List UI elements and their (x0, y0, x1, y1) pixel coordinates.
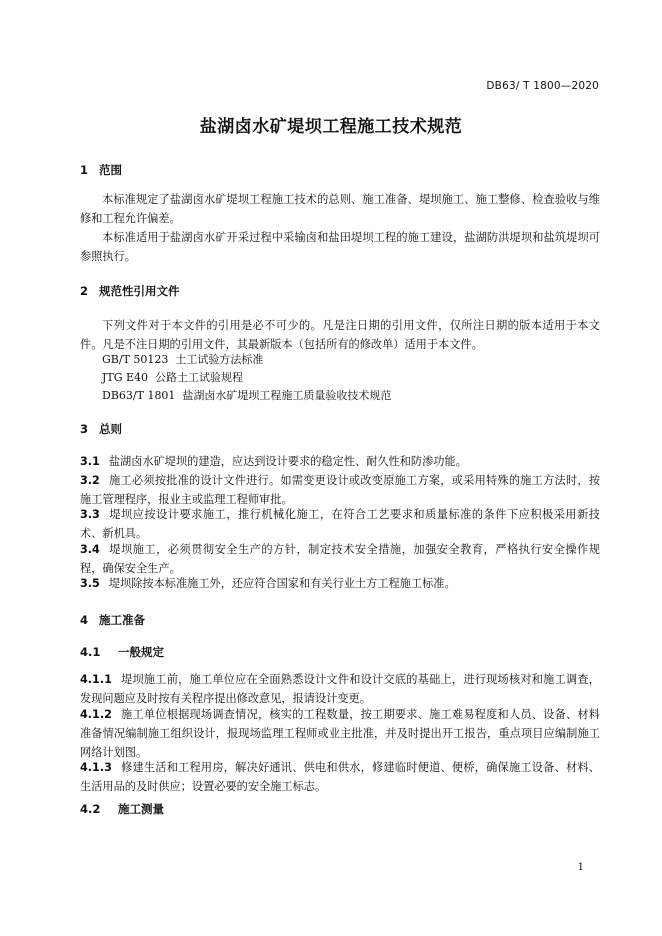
clause-text: 堤坝施工，必须贯彻安全生产的方针，制定技术安全措施，加强安全教育，严格执行安全操作规程，确保安全生产。 (80, 543, 600, 575)
clause-number: 3.3 (80, 508, 100, 521)
section-number: 3 (80, 422, 89, 436)
subsection-title: 施工测量 (118, 802, 164, 816)
section-title: 总则 (99, 422, 122, 436)
section-number: 4 (80, 613, 89, 627)
subsection-number: 4.1 (80, 645, 101, 659)
clause-3-2 (80, 471, 600, 509)
scope-paragraph-2: 本标准适用于盐湖卤水矿开采过程中采输卤和盐田堤坝工程的施工建设，盐湖防洪堤坝和盐筑堤坝可参照执行。 (80, 231, 600, 263)
references-paragraph: 下列文件对于本文件的引用是必不可少的。凡是注日期的引用文件，仅所注日期的版本适用于本文件。凡是不注日期的引用文件，其最新版本（包括所有的修改单）适用于本文件。 (80, 319, 600, 351)
clause-text: 堤坝除按本标准施工外，还应符合国家和有关行业土方工程施工标准。 (108, 577, 456, 590)
clause-3-5 (80, 574, 600, 593)
clause-3-4 (80, 540, 600, 578)
section-title: 规范性引用文件 (99, 284, 180, 298)
clause-text: 堤坝应按设计要求施工，推行机械化施工，在符合工艺要求和质量标准的条件下应积极采用新技术、新机具。 (80, 508, 600, 540)
clause-text: 施工必须按批准的设计文件进行。如需变更设计或改变原施工方案，或采用特殊的施工方法时，按施工管理程序，报业主或监理工程师审批。 (80, 474, 600, 506)
section-title: 施工准备 (99, 613, 145, 627)
subsection-number: 4.2 (80, 802, 101, 816)
clause-number: 4.1.2 (80, 708, 112, 721)
clause-text: 盐湖卤水矿堤坝的建造，应达到设计要求的稳定性、耐久性和防渗功能。 (108, 455, 467, 468)
subsection-4-2-heading (80, 801, 164, 817)
document-code: DB63/ T 1800—2020 (486, 80, 599, 92)
clause-3-1 (80, 452, 600, 471)
clause-number: 3.2 (80, 474, 100, 487)
clause-number: 3.5 (80, 577, 100, 590)
clause-4-1-2 (80, 705, 600, 762)
clause-3-3 (80, 505, 600, 543)
page-number: 1 (577, 862, 584, 873)
clause-number: 3.1 (80, 455, 100, 468)
reference-item: DB63/T 1801 盐湖卤水矿堤坝工程施工质量验收技术规范 (102, 389, 392, 402)
section-title: 范围 (99, 163, 122, 177)
subsection-4-1-heading (80, 644, 164, 660)
reference-item: JTG E40 公路土工试验规程 (102, 371, 244, 384)
section-1-heading (80, 162, 122, 178)
clause-text: 堤坝施工前，施工单位应在全面熟悉设计文件和设计交底的基础上，进行现场核对和施工调查，发现问题应及时按有关程序提出修改意见，报请设计变更。 (80, 673, 600, 705)
section-4-heading (80, 612, 145, 628)
scope-paragraph-1: 本标准规定了盐湖卤水矿堤坝工程施工技术的总则、施工准备、堤坝施工、施工整修、检查验收与维修和工程允许偏差。 (80, 193, 600, 225)
clause-number: 4.1.1 (80, 673, 112, 686)
section-number: 2 (80, 284, 89, 298)
clause-4-1-1 (80, 670, 600, 708)
clause-text: 施工单位根据现场调查情况，核实的工程数量，按工期要求、施工难易程度和人员、设备、材料准备情况编制施工组织设计，报现场监理工程师或业主批准，并及时提出开工报告，重点项目应编制施工网络计划图。 (80, 708, 600, 759)
clause-number: 3.4 (80, 543, 100, 556)
clause-number: 4.1.3 (80, 761, 112, 774)
clause-4-1-3 (80, 758, 600, 796)
subsection-title: 一般规定 (118, 645, 164, 659)
document-title: 盐湖卤水矿堤坝工程施工技术规范 (199, 117, 463, 137)
clause-text: 修建生活和工程用房，解决好通讯、供电和供水，修建临时便道、便桥，确保施工设备、材料、生活用品的及时供应；设置必要的安全施工标志。 (80, 761, 600, 793)
section-number: 1 (80, 163, 89, 177)
section-3-heading (80, 421, 122, 437)
section-2-heading (80, 283, 180, 299)
reference-item: GB/T 50123 土工试验方法标准 (102, 353, 264, 366)
